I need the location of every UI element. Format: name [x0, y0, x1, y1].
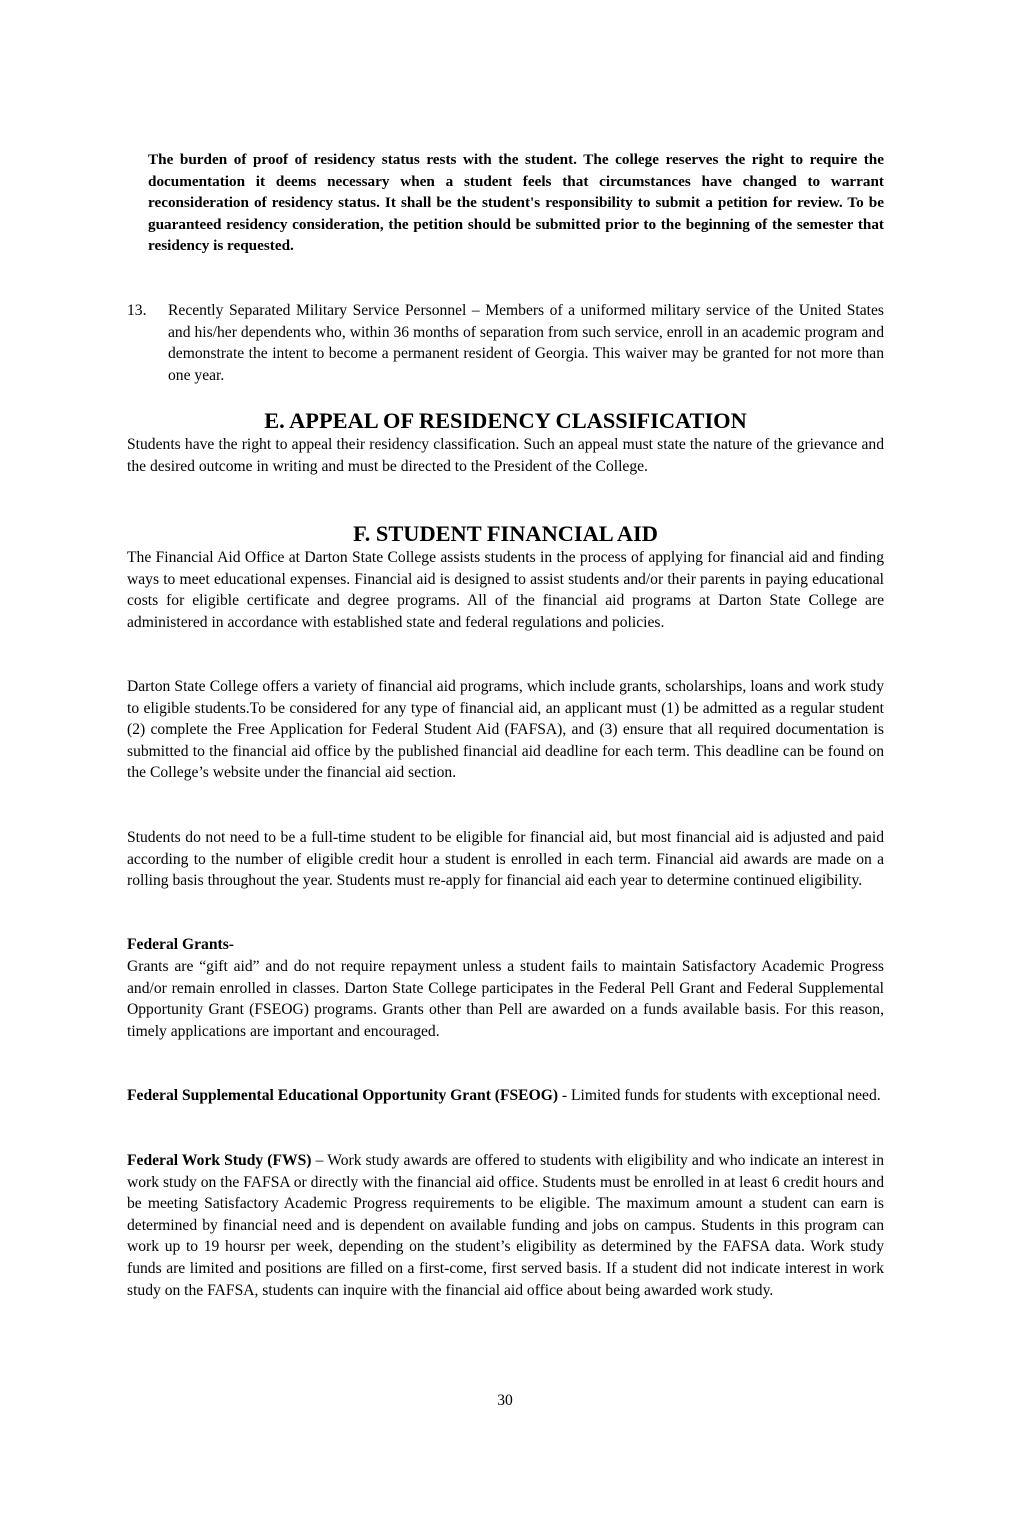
section-e-heading: E. APPEAL OF RESIDENCY CLASSIFICATION [264, 408, 747, 433]
fseog-heading: Federal Supplemental Educational Opportunity Grant (FSEOG) [127, 1087, 559, 1104]
fws-heading: Federal Work Study (FWS) [127, 1152, 312, 1169]
federal-grants-paragraph: Grants are “gift aid” and do not require repayment unless a student fails to maintain Satisfactory Academic Progress and/or remain enrolled in classes. Darton State College participates in the Federal Pell Grant and Federal Supplemental Opportunity Grant (FSEOG) programs. Grants other than Pell are awarded on a funds available basis. For this reason, timely applications are important and encouraged. [127, 958, 884, 1040]
federal-grants-title [127, 934, 884, 956]
fseog-paragraph [127, 1085, 884, 1107]
section-f-paragraph-1: The Financial Aid Office at Darton State College assists students in the process of applying for financial aid and finding ways to meet educational expenses. Financial aid is designed to assist students and/or their parents in paying educational costs for eligible certificate and degree programs. All of the financial aid programs at Darton State College are administered in accordance with established state and federal regulations and policies. [127, 549, 884, 631]
page-number: 30 [497, 1392, 513, 1409]
section-e-paragraph: Students have the right to appeal their residency classification. Such an appeal must state the nature of the grievance and the desired outcome in writing and must be directed to the President of the College. [127, 436, 884, 475]
fws-text: – Work study awards are offered to students with eligibility and who indicate an interest in work study on the FAFSA or directly with the financial aid office. Students must be enrolled in at least 6 credit hours and be meeting Satisfactory Academic Progress requirements to be eligible. The maximum amount a student can earn is determined by financial need and is dependent on available funding and jobs on campus. Students in this program can work up to 19 hoursr per week, depending on the student’s eligibility as determined by the FAFSA data. Work study funds are limited and positions are filled on a first-come, first served basis. If a student did not indicate interest in work study on the FAFSA, students can inquire with the financial aid office about being awarded work study. [127, 1152, 884, 1299]
federal-grants-heading: Federal Grants- [127, 936, 234, 953]
residency-burden-paragraph: The burden of proof of residency status rests with the student. The college reserves the right to require the documentation it deems necessary when a student feels that circumstances have changed to warrant reconsideration of residency status. It shall be the student's responsibility to submit a petition for review. To be guaranteed residency consideration, the petition should be submitted prior to the beginning of the semester that residency is requested. [148, 151, 884, 255]
section-f-paragraph-3: Students do not need to be a full-time student to be eligible for financial aid, but most financial aid is adjusted and paid according to the number of eligible credit hour a student is enrolled in each term. Financial aid awards are made on a rolling basis throughout the year. Students must re-apply for financial aid each year to determine continued eligibility. [127, 829, 884, 890]
list-item-text: Recently Separated Military Service Personnel – Members of a uniformed military service of the United States and his/her dependents who, within 36 months of separation from such service, enroll in an academic program and demonstrate the intent to become a permanent resident of Georgia. This waiver may be granted for not more than one year. [168, 302, 884, 384]
section-f-heading: F. STUDENT FINANCIAL AID [353, 521, 658, 546]
fws-paragraph [127, 1150, 884, 1301]
fseog-text: - Limited funds for students with exceptional need. [558, 1087, 881, 1104]
section-f-paragraph-2: Darton State College offers a variety of financial aid programs, which include grants, scholarships, loans and work study to eligible students.To be considered for any type of financial aid, an applicant must (1) be admitted as a regular student (2) complete the Free Application for Federal Student Aid (FAFSA), and (3) ensure that all required documentation is submitted to the financial aid office by the published financial aid deadline for each term. This deadline can be found on the College’s website under the financial aid section. [127, 678, 884, 782]
list-item-number: 13. [127, 302, 147, 319]
list-item-13 [127, 300, 884, 386]
